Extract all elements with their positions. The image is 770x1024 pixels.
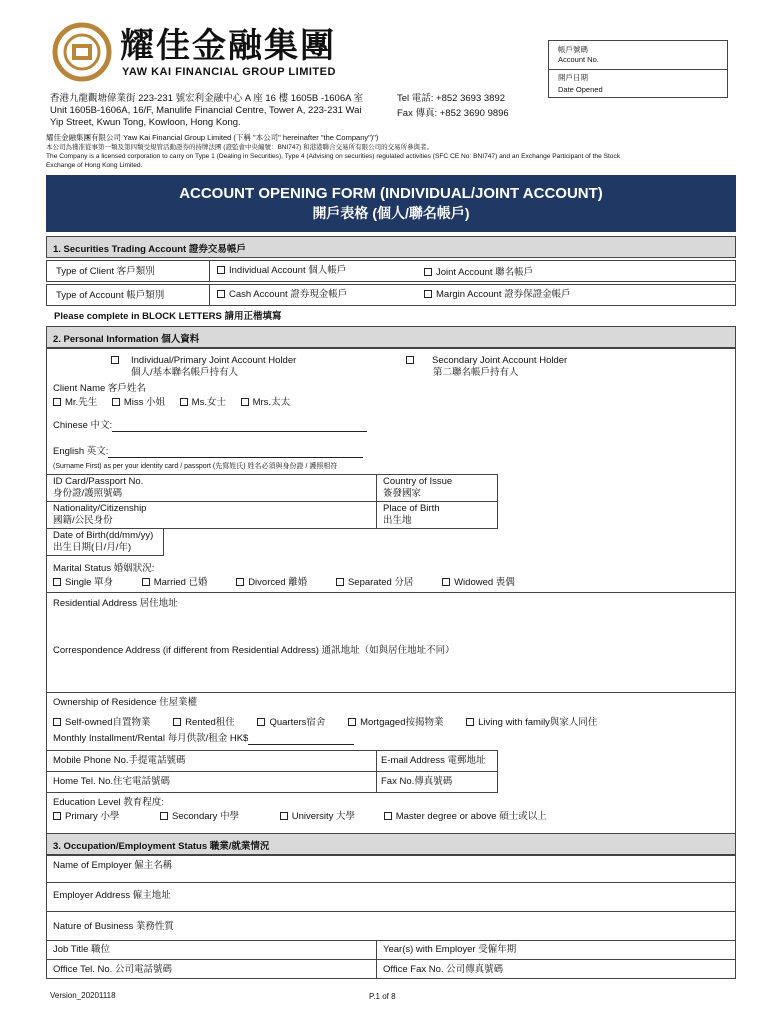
country-issue-label-en: Country of Issue <box>383 476 453 487</box>
country-issue-label-cn: 簽發國家 <box>383 488 422 499</box>
type-of-account-label: Type of Account 帳戶類別 <box>56 290 165 301</box>
home-tel-label: Home Tel. No.住宅電話號碼 <box>53 776 171 787</box>
secondary-option[interactable]: Secondary 中學 <box>160 811 239 823</box>
divorced-checkbox[interactable] <box>236 578 244 586</box>
place-of-birth-label-en: Place of Birth <box>383 503 440 514</box>
nationality-label-cn: 國籍/公民身份 <box>53 515 113 526</box>
single-checkbox[interactable] <box>53 578 61 586</box>
marital-status-label: Marital Status 婚姻狀況: <box>53 563 155 574</box>
monthly-installment-label: Monthly Installment/Rental 每月供款/租金 HK$ <box>53 733 249 744</box>
licence-en-2: Exchange of Hong Kong Limited. <box>46 162 143 169</box>
fax-no-label: Fax No.傳真號碼 <box>381 776 453 787</box>
page-number: P.1 of 8 <box>369 992 396 1001</box>
miss-checkbox[interactable] <box>112 398 120 406</box>
chinese-name-row <box>53 420 367 432</box>
form-title-cn: 開戶表格 (個人/聯名帳戶) <box>312 205 470 221</box>
living-with-family-checkbox[interactable] <box>466 718 474 726</box>
ms-option[interactable]: Ms.女士 <box>180 397 226 409</box>
cash-account-option[interactable]: Cash Account 證券現金帳戶 <box>217 289 347 301</box>
account-no-label-cn: 帳戶號碼 <box>558 45 588 54</box>
miss-option[interactable]: Miss 小姐 <box>112 397 165 409</box>
widowed-checkbox[interactable] <box>442 578 450 586</box>
address-line-cn: 香港九龍觀塘偉業街 223-231 號宏利金融中心 A 座 16 樓 1605B -1606A 室 <box>50 93 364 104</box>
section-3-header: 3. Occupation/Employment Status 職業/就業情況 <box>46 833 736 855</box>
primary-holder-checkbox[interactable] <box>111 356 119 364</box>
individual-account-checkbox[interactable] <box>217 266 225 274</box>
ownership-label: Ownership of Residence 住屋業權 <box>53 697 198 708</box>
address-line-en-2: Yip Street, Kwun Tong, Kowloon, Hong Kong. <box>50 117 241 128</box>
section-2-header: 2. Personal Information 個人資料 <box>46 326 736 348</box>
telephone: Tel 電話: +852 3693 3892 <box>397 93 506 104</box>
email-label: E-mail Address 電郵地址 <box>381 755 486 766</box>
mortgaged-option[interactable]: Mortgaged按揭物業 <box>348 717 443 729</box>
university-option[interactable]: University 大學 <box>280 811 355 823</box>
margin-account-option[interactable]: Margin Account 證券保證金帳戶 <box>424 289 571 301</box>
office-tel-label: Office Tel. No. 公司電話號碼 <box>53 964 172 975</box>
version-label: Version_20201118 <box>50 991 116 1000</box>
nature-of-business-label: Nature of Business 業務性質 <box>53 921 174 932</box>
years-with-employer-label: Year(s) with Employer 受僱年期 <box>383 944 517 955</box>
title-options <box>53 397 290 409</box>
primary-checkbox[interactable] <box>53 812 61 820</box>
primary-holder-option[interactable]: Individual/Primary Joint Account Holder <box>111 355 296 367</box>
english-name-row <box>53 446 363 458</box>
primary-holder-label-cn: 個人/基本聯名帳戶持有人 <box>131 367 239 378</box>
nationality-label-en: Nationality/Citizenship <box>53 503 147 514</box>
self-owned-checkbox[interactable] <box>53 718 61 726</box>
account-date-box <box>548 40 728 98</box>
mrs-checkbox[interactable] <box>241 398 249 406</box>
university-checkbox[interactable] <box>280 812 288 820</box>
correspondence-address-label: Correspondence Address (if different from Residential Address) 通訊地址（如與居住地址不同） <box>53 645 455 656</box>
company-logo <box>50 22 114 82</box>
office-fax-label: Office Fax No. 公司傳真號碼 <box>383 964 504 975</box>
education-label: Education Level 教育程度: <box>53 797 164 808</box>
correspondence-address-field[interactable] <box>46 658 736 688</box>
joint-account-option[interactable]: Joint Account 聯名帳戶 <box>424 267 533 279</box>
widowed-option[interactable]: Widowed 喪偶 <box>442 577 515 589</box>
id-passport-label-cn: 身份證/護照號碼 <box>53 488 123 499</box>
master-option[interactable]: Master degree or above 碩士或以上 <box>384 811 547 823</box>
fax: Fax 傳真: +852 3690 9896 <box>397 108 509 119</box>
married-option[interactable]: Married 已婚 <box>142 577 208 589</box>
secondary-holder-label-cn: 第二聯名帳戶持有人 <box>433 367 519 378</box>
block-letters-note: Please complete in BLOCK LETTERS 請用正楷填寫 <box>54 311 282 322</box>
job-title-label: Job Title 職位 <box>53 944 111 955</box>
rented-checkbox[interactable] <box>173 718 181 726</box>
residential-address-label: Residential Address 居住地址 <box>53 598 178 609</box>
licence-cn: 本公司為獲准從事第一類及第四類受規管活動證券的持牌法團 (證監會中央編號：BNI747) 和港港聯合交易所有限公司的交易所參與者。 <box>46 144 434 151</box>
single-option[interactable]: Single 單身 <box>53 577 113 589</box>
mr-checkbox[interactable] <box>53 398 61 406</box>
employer-name-label: Name of Employer 僱主名稱 <box>53 860 173 871</box>
margin-account-checkbox[interactable] <box>424 290 432 298</box>
chinese-name-field[interactable] <box>112 421 367 432</box>
english-name-label: English 英文: <box>53 446 109 457</box>
mr-option[interactable]: Mr.先生 <box>53 397 97 409</box>
date-of-birth-label-en: Date of Birth(dd/mm/yy) <box>53 530 154 541</box>
residential-address-field[interactable] <box>46 611 736 641</box>
rented-option[interactable]: Rented租住 <box>173 717 235 729</box>
ownership-options <box>53 717 597 729</box>
logo-chinese-name: 耀佳金融集團 <box>120 27 336 65</box>
english-name-field[interactable] <box>108 447 363 458</box>
married-checkbox[interactable] <box>142 578 150 586</box>
address-line-en-1: Unit 1605B-1606A, 16/F, Manulife Financial Centre, Tower A, 223-231 Wai <box>50 105 362 116</box>
surname-note: (Surname First) as per your identity card / passport (先寫姓氏) 姓名必須與身份證 / 護照相符 <box>53 463 338 470</box>
secondary-holder-checkbox[interactable] <box>406 356 414 364</box>
monthly-installment-field[interactable] <box>248 734 354 745</box>
ms-checkbox[interactable] <box>180 398 188 406</box>
secondary-holder-option[interactable]: Secondary Joint Account Holder <box>406 355 567 367</box>
monthly-installment-row <box>53 733 354 745</box>
mortgaged-checkbox[interactable] <box>348 718 356 726</box>
id-passport-label-en: ID Card/Passport No. <box>53 476 144 487</box>
chinese-name-label: Chinese 中文: <box>53 420 113 431</box>
mobile-phone-label: Mobile Phone No.手提電話號碼 <box>53 755 186 766</box>
joint-account-checkbox[interactable] <box>424 268 432 276</box>
living-with-family-option[interactable]: Living with family與家人同住 <box>466 717 597 729</box>
licence-en-1: The Company is a licensed corporation to carry on Type 1 (Dealing in Securities), Type 4 (Advising on securities) regulated activities (SFC CE No: BNI747) and an Exchange Participant of the Stock <box>46 153 621 160</box>
employer-address-label: Employer Address 僱主地址 <box>53 890 171 901</box>
date-opened-label-en: Date Opened <box>558 85 603 94</box>
quarters-checkbox[interactable] <box>257 718 265 726</box>
date-of-birth-label-cn: 出生日期(日/月/年) <box>53 542 132 553</box>
type-of-client-label: Type of Client 客戶類別 <box>56 266 155 277</box>
separated-checkbox[interactable] <box>336 578 344 586</box>
separated-option[interactable]: Separated 分居 <box>336 577 413 589</box>
account-no-label-en: Account No. <box>558 55 599 64</box>
logo-english-name: YAW KAI FINANCIAL GROUP LIMITED <box>122 66 336 78</box>
form-title-bar <box>46 175 736 232</box>
quarters-option[interactable]: Quarters宿舍 <box>257 717 325 729</box>
place-of-birth-label-cn: 出生地 <box>383 515 412 526</box>
section-1-header: 1. Securities Trading Account 證券交易帳戶 <box>46 236 736 258</box>
form-title-en: ACCOUNT OPENING FORM (INDIVIDUAL/JOINT ACCOUNT) <box>179 185 603 202</box>
company-line: 耀佳金融集團有限公司 Yaw Kai Financial Group Limited (下稱 "本公司" hereinafter "the Company")") <box>46 133 379 142</box>
self-owned-option[interactable]: Self-owned自置物業 <box>53 717 151 729</box>
education-options <box>53 811 547 823</box>
logo-emblem-icon <box>50 22 114 82</box>
date-opened-label-cn: 開戶日期 <box>558 73 588 82</box>
cash-account-checkbox[interactable] <box>217 290 225 298</box>
master-checkbox[interactable] <box>384 812 392 820</box>
secondary-checkbox[interactable] <box>160 812 168 820</box>
individual-account-option[interactable]: Individual Account 個人帳戶 <box>217 265 346 277</box>
client-name-label: Client Name 客戶姓名 <box>53 383 146 394</box>
mrs-option[interactable]: Mrs.太太 <box>241 397 290 409</box>
primary-option[interactable]: Primary 小學 <box>53 811 119 823</box>
divorced-option[interactable]: Divorced 離婚 <box>236 577 307 589</box>
marital-status-options <box>53 577 515 589</box>
